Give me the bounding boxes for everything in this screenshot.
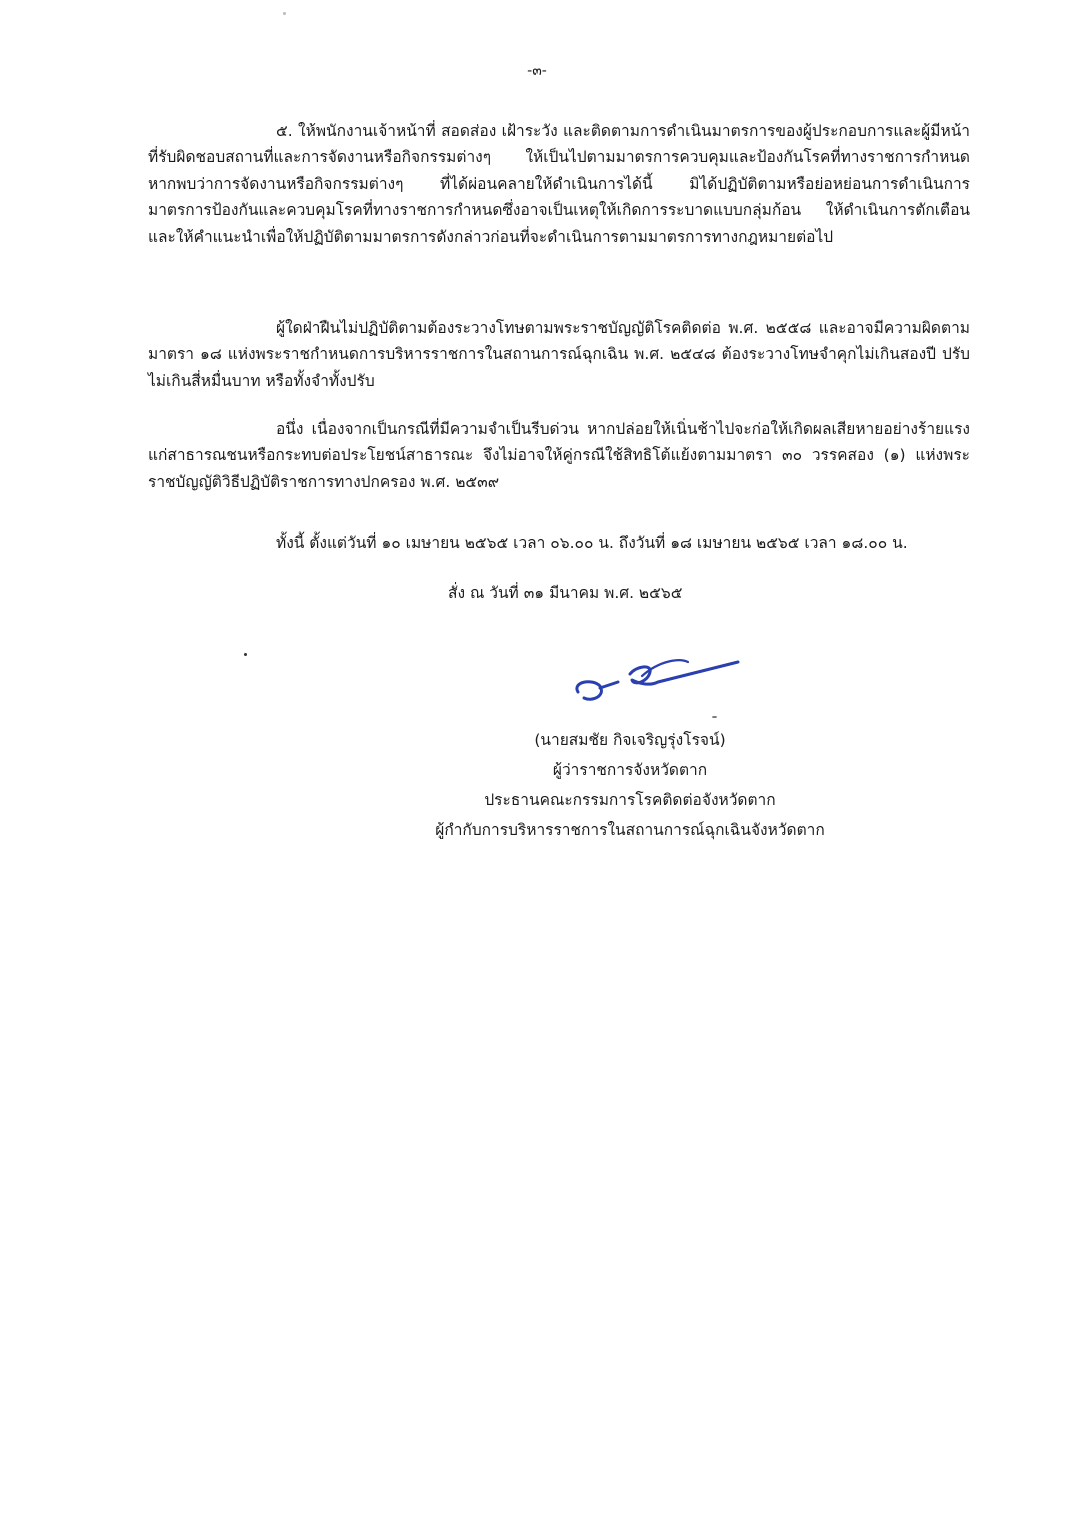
effective-period: ทั้งนี้ ตั้งแต่วันที่ ๑๐ เมษายน ๒๕๖๕ เวลา ๐๖.๐๐ น. ถึงวันที่ ๑๘ เมษายน ๒๕๖๕ เวลา ๑๘.๐๐ น.: [276, 534, 908, 552]
paragraph-text: ๕. ให้พนักงานเจ้าหน้าที่ สอดส่อง เฝ้าระวัง และติดตามการดำเนินมาตรการของผู้ประกอบการและผู้มีหน้าที่รับผิดชอบสถานที่และการจัดงานหรือกิจกรรมต่างๆ ให้เป็นไปตามมาตรการควบคุมและป้องกันโรคที่ทางราชการกำหนด หากพบว่าการจัดงานหรือกิจกรรมต่างๆ ที่ได้ผ่อนคลายให้ดำเนินการได้นี้ มิได้ปฏิบัติตามหรือย่อหย่อนการดำเนินการมาตรการป้องกันและควบคุมโรคที่ทางราชการกำหนดซึ่งอาจเป็นเหตุให้เกิดการระบาดแบบกลุ่มก้อน ให้ดำเนินการตักเตือนและให้คำแนะนำเพื่อให้ปฏิบัติตามมาตรการดังกล่าวก่อนที่จะดำเนินการตามมาตรการทางกฎหมายต่อไป: [148, 122, 970, 246]
signer-position-1: ผู้ว่าราชการจังหวัดตาก: [552, 761, 708, 779]
signer-name: (นายสมชัย กิจเจริญรุ่งโรจน์): [534, 731, 726, 749]
signer-position-3: ผู้กำกับการบริหารราชการในสถานการณ์ฉุกเฉินจังหวัดตาก: [435, 821, 825, 839]
signature-block: [420, 725, 840, 845]
scan-speck: [283, 12, 286, 15]
paragraph-urgency: [148, 416, 970, 495]
paragraph-text: อนึ่ง เนื่องจากเป็นกรณีที่มีความจำเป็นรีบด่วน หากปล่อยให้เนิ่นช้าไปจะก่อให้เกิดผลเสียหายอย่างร้ายแรงแก่สาธารณชนหรือกระทบต่อประโยชน์สาธารณะ จึงไม่อาจให้คู่กรณีใช้สิทธิโต้แย้งตามมาตรา ๓๐ วรรคสอง (๑) แห่งพระราชบัญญัติวิธีปฏิบัติราชการทางปกครอง พ.ศ. ๒๕๓๙: [148, 420, 970, 491]
handwritten-signature: [570, 652, 750, 712]
scan-speck: [244, 653, 247, 656]
signer-position-2: ประธานคณะกรรมการโรคติดต่อจังหวัดตาก: [484, 791, 776, 809]
order-date: สั่ง ณ วันที่ ๓๑ มีนาคม พ.ศ. ๒๕๖๕: [448, 584, 683, 602]
paragraph-text: ผู้ใดฝ่าฝืนไม่ปฏิบัติตามต้องระวางโทษตามพระราชบัญญัติโรคติดต่อ พ.ศ. ๒๕๕๘ และอาจมีความผิดตามมาตรา ๑๘ แห่งพระราชกำหนดการบริหารราชการในสถานการณ์ฉุกเฉิน พ.ศ. ๒๕๔๘ ต้องระวางโทษจำคุกไม่เกินสองปี ปรับไม่เกินสี่หมื่นบาท หรือทั้งจำทั้งปรับ: [148, 319, 970, 390]
paragraph-item-5: [148, 118, 970, 250]
scan-speck: [712, 716, 717, 718]
paragraph-penalty: [148, 315, 970, 394]
page-number: -๓-: [527, 63, 547, 79]
